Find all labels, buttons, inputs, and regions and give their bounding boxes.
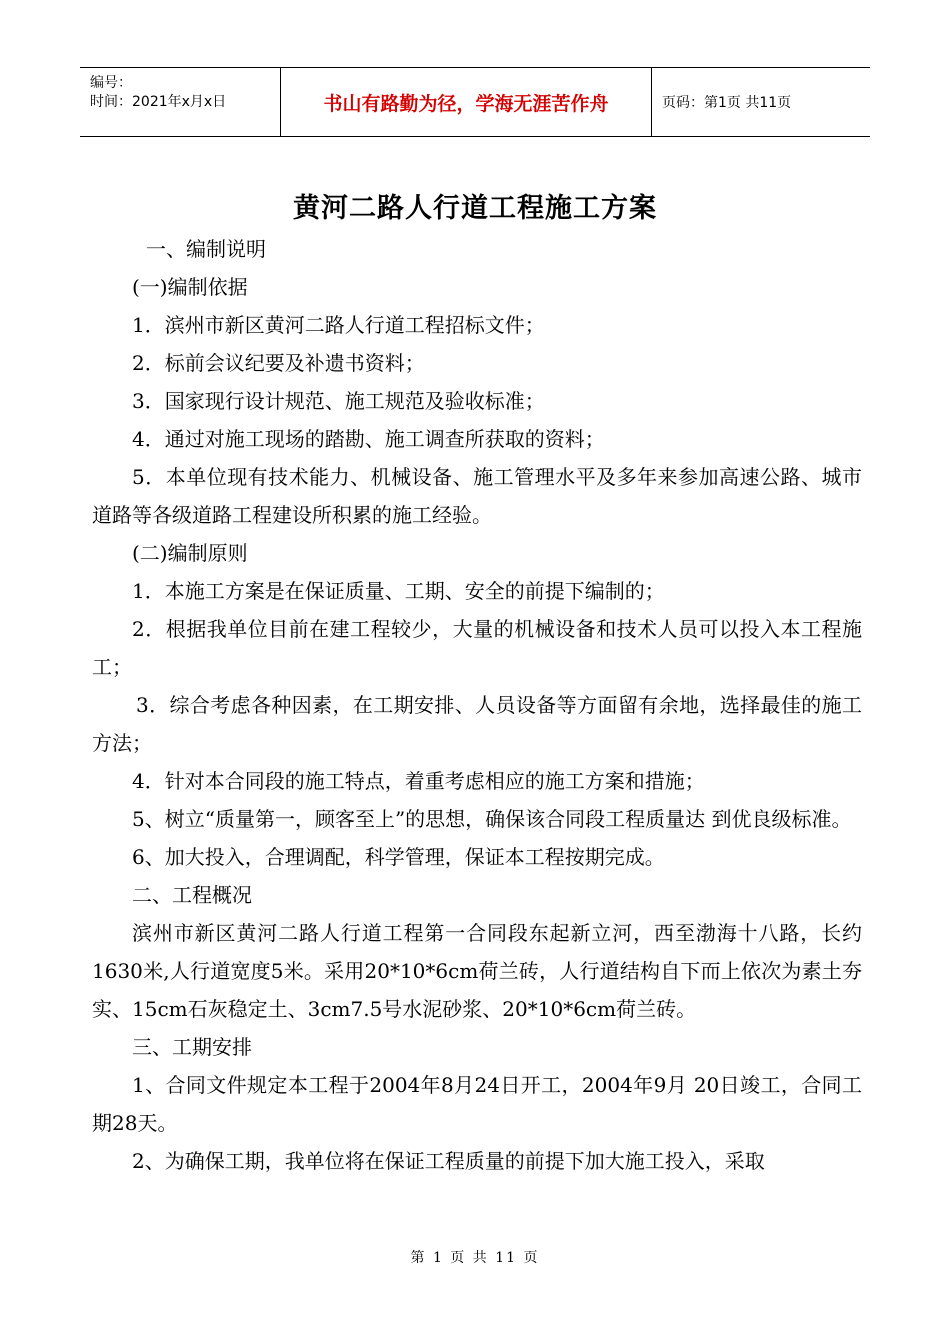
document-header bbox=[80, 67, 870, 137]
paragraph: 4．针对本合同段的施工特点，着重考虑相应的施工方案和措施； bbox=[132, 769, 705, 793]
subsection-heading: (二)编制原则 bbox=[132, 541, 248, 565]
paragraph: 1、合同文件规定本工程于2004年8月24日开工，2004年9月 20日竣工，合同工期28天。 bbox=[92, 1073, 862, 1135]
document-body bbox=[92, 230, 862, 1180]
paragraph: 1．本施工方案是在保证质量、工期、安全的前提下编制的； bbox=[132, 579, 665, 603]
paragraph: 1．滨州市新区黄河二路人行道工程招标文件； bbox=[132, 313, 545, 337]
section-heading: 一、编制说明 bbox=[146, 237, 266, 261]
time-label: 时间：2021年x月x日 bbox=[90, 94, 227, 110]
header-meta bbox=[80, 68, 280, 136]
paragraph: 3．综合考虑各种因素，在工期安排、人员设备等方面留有余地，选择最佳的施工方法； bbox=[92, 693, 862, 755]
header-motto: 书山有路勤为径，学海无涯苦作舟 bbox=[280, 68, 652, 136]
section-heading: 三、工期安排 bbox=[132, 1035, 252, 1059]
paragraph: 2、为确保工期，我单位将在保证工程质量的前提下加大施工投入，采取 bbox=[132, 1149, 765, 1173]
paragraph: 滨州市新区黄河二路人行道工程第一合同段东起新立河，西至渤海十八路，长约1630米,人行道宽度5米。采用20*10*6cm荷兰砖，人行道结构自下而上依次为素土夯实、15cm石灰稳定土、3cm7.5号水泥砂浆、20*10*6cm荷兰砖。 bbox=[92, 921, 862, 1021]
paragraph: 5．本单位现有技术能力、机械设备、施工管理水平及多年来参加高速公路、城市道路等各级道路工程建设所积累的施工经验。 bbox=[92, 465, 862, 527]
page-footer: 第 1 页 共 11 页 bbox=[410, 1250, 540, 1266]
paragraph: 5、树立“质量第一，顾客至上”的思想，确保该合同段工程质量达 到优良级标准。 bbox=[132, 807, 852, 831]
header-page-info: 页码：第1页 共11页 bbox=[662, 95, 792, 111]
paragraph: 2．根据我单位目前在建工程较少，大量的机械设备和技术人员可以投入本工程施工； bbox=[92, 617, 862, 679]
section-heading: 二、工程概况 bbox=[132, 883, 252, 907]
paragraph: 3．国家现行设计规范、施工规范及验收标准； bbox=[132, 389, 545, 413]
subsection-heading: (一)编制依据 bbox=[132, 275, 248, 299]
paragraph: 4．通过对施工现场的踏勘、施工调查所获取的资料； bbox=[132, 427, 605, 451]
paragraph: 6、加大投入，合理调配，科学管理，保证本工程按期完成。 bbox=[132, 845, 665, 869]
paragraph: 2．标前会议纪要及补遗书资料； bbox=[132, 351, 425, 375]
number-label: 编号： bbox=[90, 75, 132, 91]
document-title: 黄河二路人行道工程施工方案 bbox=[293, 193, 657, 224]
